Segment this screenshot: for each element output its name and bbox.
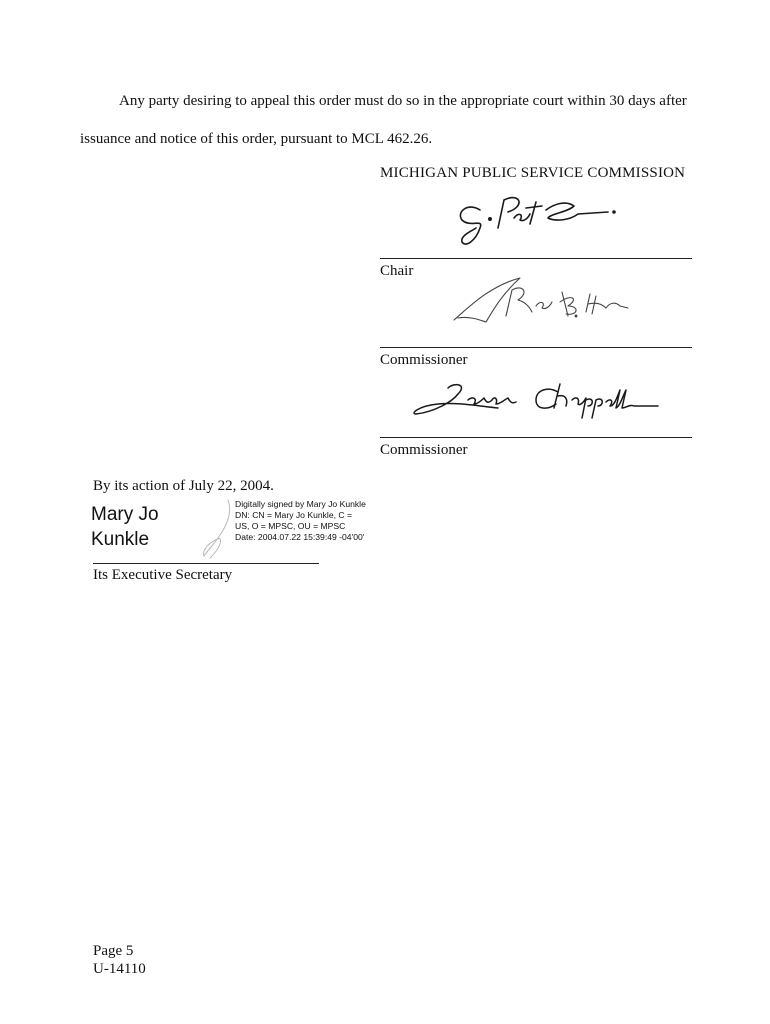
commissioner-1-signature: [450, 272, 635, 332]
paragraph-line-2: issuance and notice of this order, pursuant to MCL 462.26.: [80, 131, 433, 147]
chair-title: Chair: [380, 263, 414, 279]
secretary-title: Its Executive Secretary: [93, 567, 233, 583]
commissioner-2-signature-line: [380, 437, 692, 438]
action-date-text: By its action of July 22, 2004.: [93, 478, 274, 494]
digital-signature-line-4: Date: 2004.07.22 15:39:49 -04'00': [235, 532, 365, 542]
secretary-name-line-1: Mary Jo: [91, 504, 159, 525]
digital-signature-line-2: DN: CN = Mary Jo Kunkle, C =: [235, 510, 353, 520]
chair-signature: [450, 188, 625, 252]
page-number: Page 5: [93, 943, 134, 959]
secretary-signature-flourish: [198, 496, 238, 560]
chair-signature-line: [380, 258, 692, 259]
secretary-name-line-2: Kunkle: [91, 529, 150, 550]
case-number: U-14110: [93, 961, 146, 977]
digital-signature-line-3: US, O = MPSC, OU = MPSC: [235, 521, 346, 531]
commissioner-2-title: Commissioner: [380, 442, 468, 458]
paragraph-line-1: Any party desiring to appeal this order must do so in the appropriate court within 30 days after: [119, 93, 687, 109]
digital-signature-line-1: Digitally signed by Mary Jo Kunkle: [235, 499, 366, 509]
secretary-signature-line: [93, 563, 319, 564]
commissioner-1-signature-line: [380, 347, 692, 348]
commissioner-1-title: Commissioner: [380, 352, 468, 368]
commissioner-2-signature: [408, 378, 663, 424]
commission-name: MICHIGAN PUBLIC SERVICE COMMISSION: [380, 165, 686, 181]
